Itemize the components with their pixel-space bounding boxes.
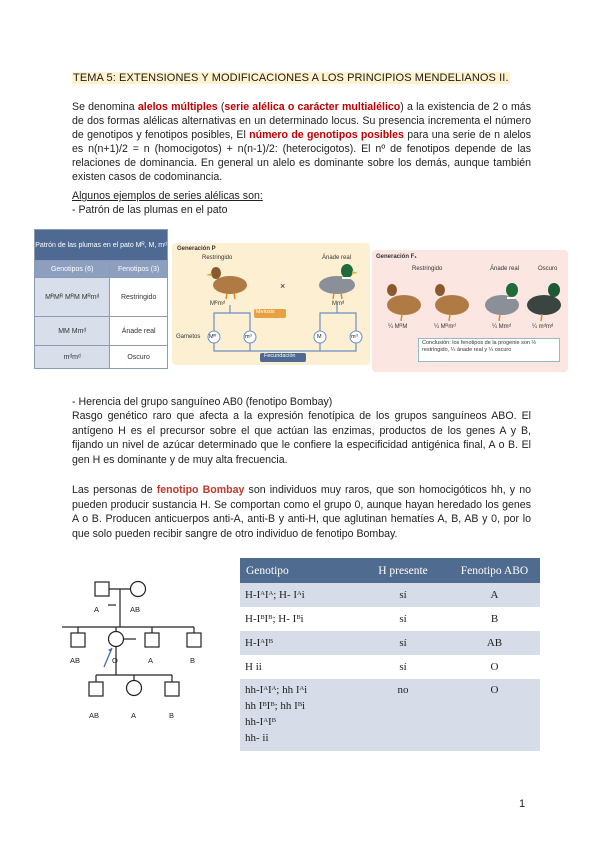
table-row: [240, 679, 540, 751]
intro-paragraph: Se denomina alelos múltiples (serie alélica o carácter multialélico) a la existencia de 2 o más de dos formas alélicas alternativas en un determinado locus. Su presencia incrementa el número de genotipos y fenotipos posibles, El número de genotipos posibles para una serie de n alelos es n(n+1)/2 = n (homocigotos) + n(n-1)/2: (heterocigotos). El nº de fenotipos depende de las relaciones de dominancia. En general un alelo es dominante sobre los demás, aunque también existen casos de codominancia.: [72, 101, 531, 184]
cell-h: sí: [357, 583, 449, 607]
pedigree-proband-female: [109, 632, 124, 647]
cross-symbol: ×: [280, 281, 286, 291]
gen-f1-label-anade: Ánade real: [490, 266, 520, 272]
pedigree-label: B: [190, 656, 196, 665]
cell-fenotipo: AB: [449, 631, 540, 655]
cell-h: sí: [357, 655, 449, 679]
duck-anade-real-icon: [319, 264, 358, 299]
col-genotipo: Genotipo: [240, 558, 357, 583]
cell-genotipo: [240, 679, 357, 751]
duck-col-phenotypes: Fenotipos (3): [110, 261, 168, 278]
pedigree-label: AB: [70, 656, 81, 665]
pedigree-label: AB: [89, 711, 100, 720]
cell-genotipo: H-IᴬIᴬ; H- Iᴬi: [240, 583, 357, 607]
gen-f1-label-restringido: Restringido: [412, 266, 443, 272]
cell-h: no: [357, 679, 449, 751]
cell-h: sí: [357, 631, 449, 655]
pedigree-label: A: [148, 656, 154, 665]
cell-genotipo: H ii: [240, 655, 357, 679]
f1-genotype-label: ¼ Mᴿmᵈ: [434, 324, 456, 330]
pedigree-male: [95, 582, 109, 596]
pedigree-label: A: [94, 605, 100, 614]
gen-p-left-label: Restringido: [202, 255, 233, 261]
col-h-presente: H presente: [357, 558, 449, 583]
duck-restringido-icon: [206, 267, 247, 299]
pedigree-label: O: [112, 656, 118, 665]
gamete-label: mᵈ: [351, 334, 358, 340]
bombay-pedigree: [60, 575, 220, 725]
duck-row-genotype: MM Mmᵈ: [35, 317, 110, 346]
cell-genotipo: H-IᴬIᴮ: [240, 631, 357, 655]
pedigree-male: [89, 682, 103, 696]
genotype-line: hh-IᴬIᴮ: [245, 716, 276, 728]
duck-pattern-table: [34, 229, 168, 369]
genotype-line: hh IᴮIᴮ; hh Iᴮi: [245, 700, 306, 712]
pedigree-label: A: [131, 711, 137, 720]
cell-fenotipo: O: [449, 679, 540, 751]
duck-row-phenotype: Oscuro: [110, 346, 168, 369]
pedigree-male: [165, 682, 179, 696]
cell-h: sí: [357, 607, 449, 631]
duck-restringido-icon: [435, 284, 469, 321]
fecundacion-label: Fecundación: [264, 353, 296, 359]
gen-p-left-geno: Mᴿmᵈ: [210, 301, 225, 307]
table-row: [240, 655, 540, 679]
duck-row-phenotype: Ánade real: [110, 317, 168, 346]
abo-genotype-table: [240, 558, 540, 751]
cell-genotipo: H-IᴮIᴮ; H- Iᴮi: [240, 607, 357, 631]
bombay-item: - Herencia del grupo sanguíneo AB0 (fenotipo Bombay): [72, 396, 333, 408]
duck-anade-real-icon: [485, 283, 519, 321]
pedigree-label: B: [169, 711, 175, 720]
duck-restringido-icon: [387, 284, 421, 321]
gen-p-right-label: Ánade real: [322, 255, 352, 261]
gen-p-title: Generación P: [177, 246, 216, 252]
pedigree-male: [187, 633, 201, 647]
f1-genotype-label: ¼ Mmᵈ: [492, 324, 511, 330]
bombay-paragraph-1: Rasgo genético raro que afecta a la expresión fenotípica de los grupos sanguíneos ABO. El antígeno H es el precursor sobre el que actúan las enzimas, productos de los genes A y B, fijando un nivel de azúcar determinado que le confiere la especificidad antigénica final, A o B. El gen H es dominante y de muy alta frecuencia.: [72, 410, 531, 466]
duck-oscuro-icon: [527, 283, 561, 321]
bombay-paragraph-2: Las personas de fenotipo Bombay son individuos muy raros, que son homocigóticos hh, y no pueden producir sustancia H. Se comportan como el grupo 0, aunque hayan heredado los genes A o B. Producen anticuerpos anti-A, anti-B y anti-H, que aglutinan hematíes A, B, AB y 0, por lo que solo pueden recibir sangre de otro individuo de fenotipo Bombay.: [72, 484, 531, 540]
generation-p-panel: [172, 243, 370, 365]
gametos-label: Gametos: [176, 334, 201, 340]
cell-fenotipo: A: [449, 583, 540, 607]
meiosis-label: Meiosis: [256, 309, 275, 315]
table-row: [240, 583, 540, 607]
gamete-label: Mᴿ: [209, 334, 217, 340]
gen-f1-label-oscuro: Oscuro: [538, 266, 558, 272]
cell-fenotipo: B: [449, 607, 540, 631]
duck-table-title: Patrón de las plumas en el pato Mᴿ, M, mᵈ: [35, 230, 168, 261]
duck-row-genotype: mᵈmᵈ: [35, 346, 110, 369]
pedigree-female: [127, 681, 142, 696]
duck-row-genotype: MᴿMᴿ MᴿM Mᴿmᵈ: [35, 278, 110, 317]
table-row: [240, 631, 540, 655]
pedigree-female: [131, 582, 146, 597]
page-title: TEMA 5: EXTENSIONES Y MODIFICACIONES A LOS PRINCIPIOS MENDELIANOS II.: [73, 72, 509, 84]
genotype-line: hh- ii: [245, 732, 269, 744]
f1-conclusion: Conclusión: los fenotipos de la progenie son ½ restringido, ¼ ánade real y ¼ oscuro: [418, 338, 560, 362]
page-number: 1: [519, 798, 526, 810]
f1-genotype-label: ¼ MᴿM: [388, 324, 408, 330]
duck-col-genotypes: Genotipos (6): [35, 261, 110, 278]
table-row: [240, 607, 540, 631]
cell-fenotipo: O: [449, 655, 540, 679]
duck-item: - Patrón de las plumas en el pato: [72, 204, 228, 216]
pedigree-male: [145, 633, 159, 647]
gamete-label: M: [317, 334, 322, 340]
duck-row-phenotype: Restringido: [110, 278, 168, 317]
pedigree-male: [71, 633, 85, 647]
f1-genotype-label: ¼ mᵈmᵈ: [532, 324, 554, 330]
gen-f1-title: Generación F₁: [376, 254, 417, 260]
genotype-line: hh-IᴬIᴬ; hh Iᴬi: [245, 684, 308, 696]
examples-heading: Algunos ejemplos de series alélicas son:: [72, 190, 263, 202]
col-fenotipo-abo: Fenotipo ABO: [449, 558, 540, 583]
gen-p-right-geno: Mmᵈ: [332, 301, 345, 307]
gamete-label: mᵈ: [245, 334, 252, 340]
pedigree-label: AB: [130, 605, 141, 614]
